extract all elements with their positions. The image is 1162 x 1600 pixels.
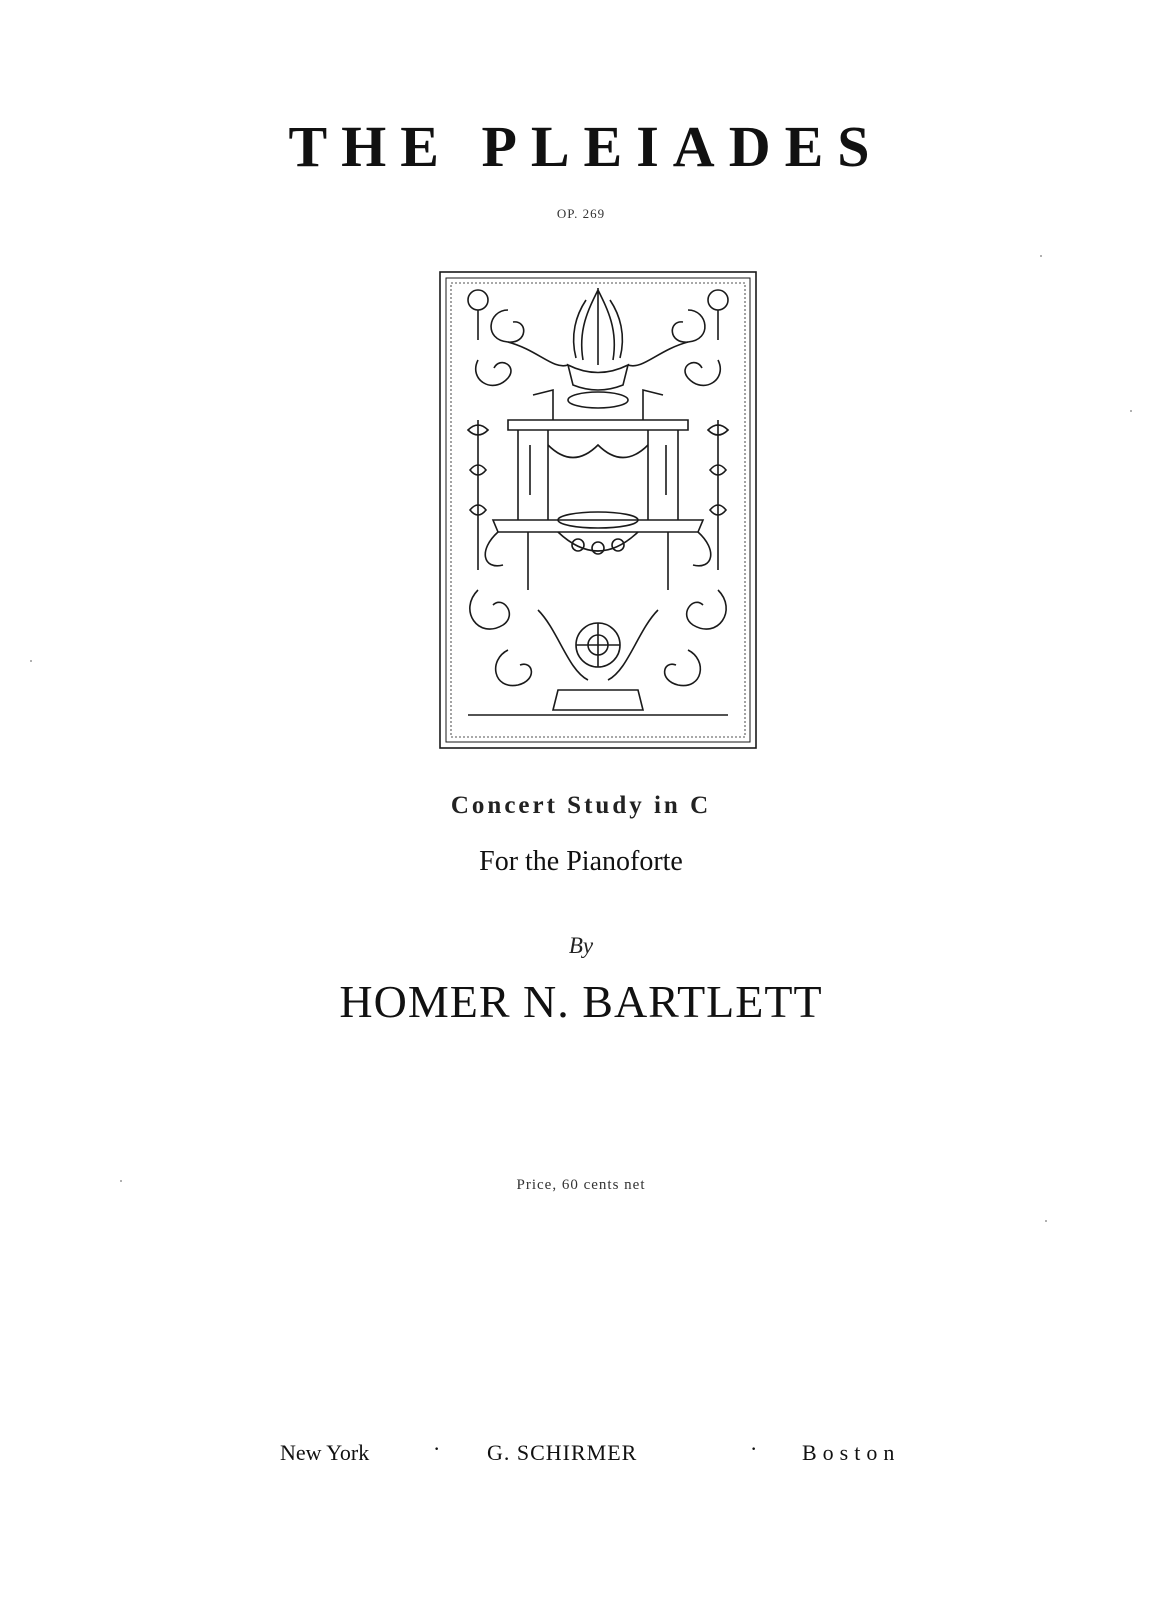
ornamental-engraving-icon: [438, 270, 758, 750]
imprint-separator: ·: [433, 1436, 441, 1461]
scan-speck: [1130, 410, 1132, 412]
scan-speck: [1045, 1220, 1047, 1222]
instrumentation: For the Pianoforte: [479, 846, 683, 877]
composer-name: HOMER N. BARTLETT: [339, 976, 823, 1027]
work-subtitle: Concert Study in C: [450, 792, 712, 819]
by-line: By: [568, 933, 594, 958]
scan-speck: [30, 660, 32, 662]
price-note: Price, 60 cents net: [516, 1177, 646, 1193]
imprint-publisher: G. SCHIRMER: [487, 1440, 638, 1465]
imprint-city-left: New York: [280, 1440, 370, 1465]
publisher-imprint: [0, 1436, 1162, 1480]
scan-speck: [120, 1180, 122, 1182]
opus-number: OP. 269: [556, 206, 606, 221]
scan-speck: [1040, 255, 1042, 257]
imprint-separator: ·: [750, 1436, 758, 1461]
page-title: THE PLEIADES: [288, 114, 884, 179]
imprint-city-right: Boston: [802, 1440, 901, 1465]
